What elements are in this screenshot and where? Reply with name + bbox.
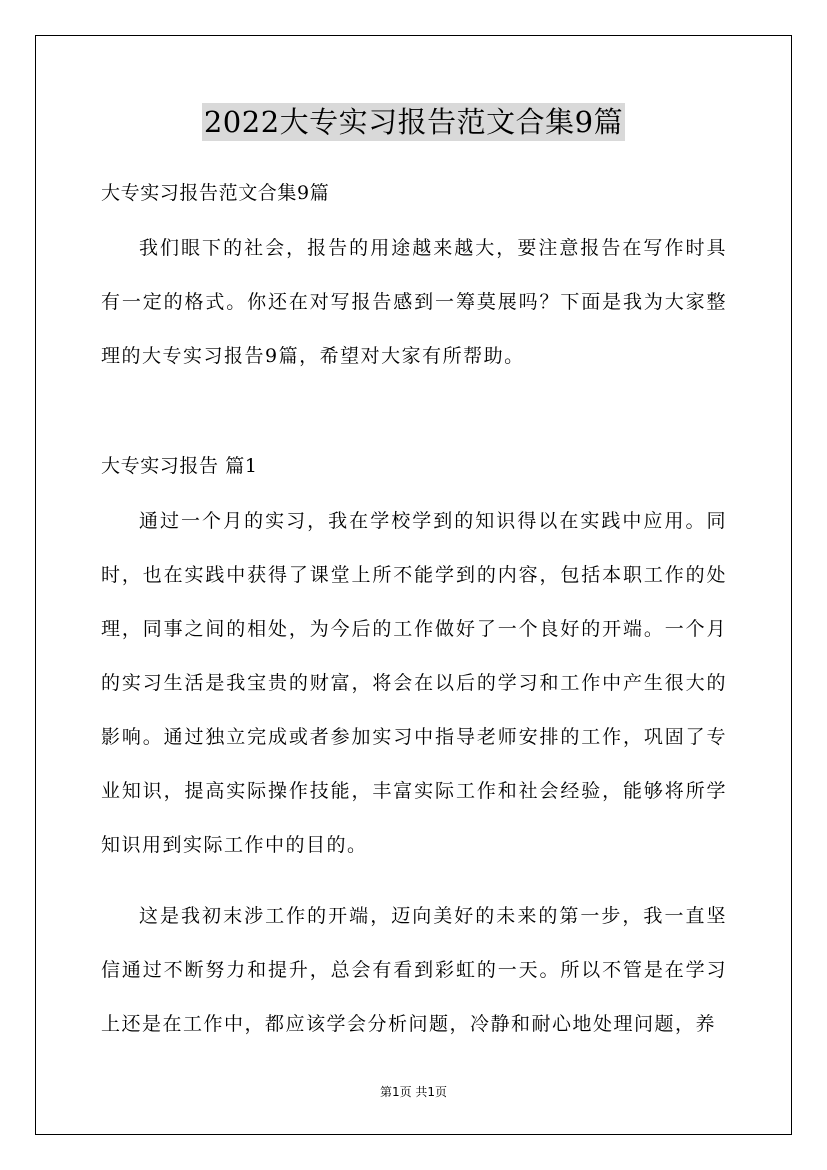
section-paragraph-2: 这是我初末涉工作的开端，迈向美好的未来的第一步，我一直坚信通过不断努力和提升，总会有看到彩虹的一天。所以不管是在学习上还是在工作中，都应该学会分析问题，冷静和耐心地处理问题，养: [101, 905, 727, 1035]
intro-paragraph-container: [101, 221, 727, 400]
section-heading: 大专实习报告 篇1: [101, 455, 258, 477]
section-paragraph-1: 通过一个月的实习，我在学校学到的知识得以在实践中应用。同时，也在实践中获得了课堂上所不能学到的内容，包括本职工作的处理，同事之间的相处，为今后的工作做好了一个良好的开端。一个月的实习生活是我宝贵的财富，将会在以后的学习和工作中产生很大的影响。通过独立完成或者参加实习中指导老师安排的工作，巩固了专业知识，提高实际操作技能，丰富实际工作和社会经验，能够将所学知识用到实际工作中的目的。: [101, 510, 727, 856]
intro-paragraph: 我们眼下的社会，报告的用途越来越大，要注意报告在写作时具有一定的格式。你还在对写报告感到一筹莫展吗？下面是我为大家整理的大专实习报告9篇，希望对大家有所帮助。: [101, 237, 727, 367]
page-footer: 第1页 共1页: [379, 1085, 448, 1099]
section-body: [101, 494, 727, 1068]
document-title: 2022大专实习报告范文合集9篇: [203, 105, 624, 139]
title-container: [0, 103, 827, 141]
document-subtitle: 大专实习报告范文合集9篇: [101, 182, 330, 204]
